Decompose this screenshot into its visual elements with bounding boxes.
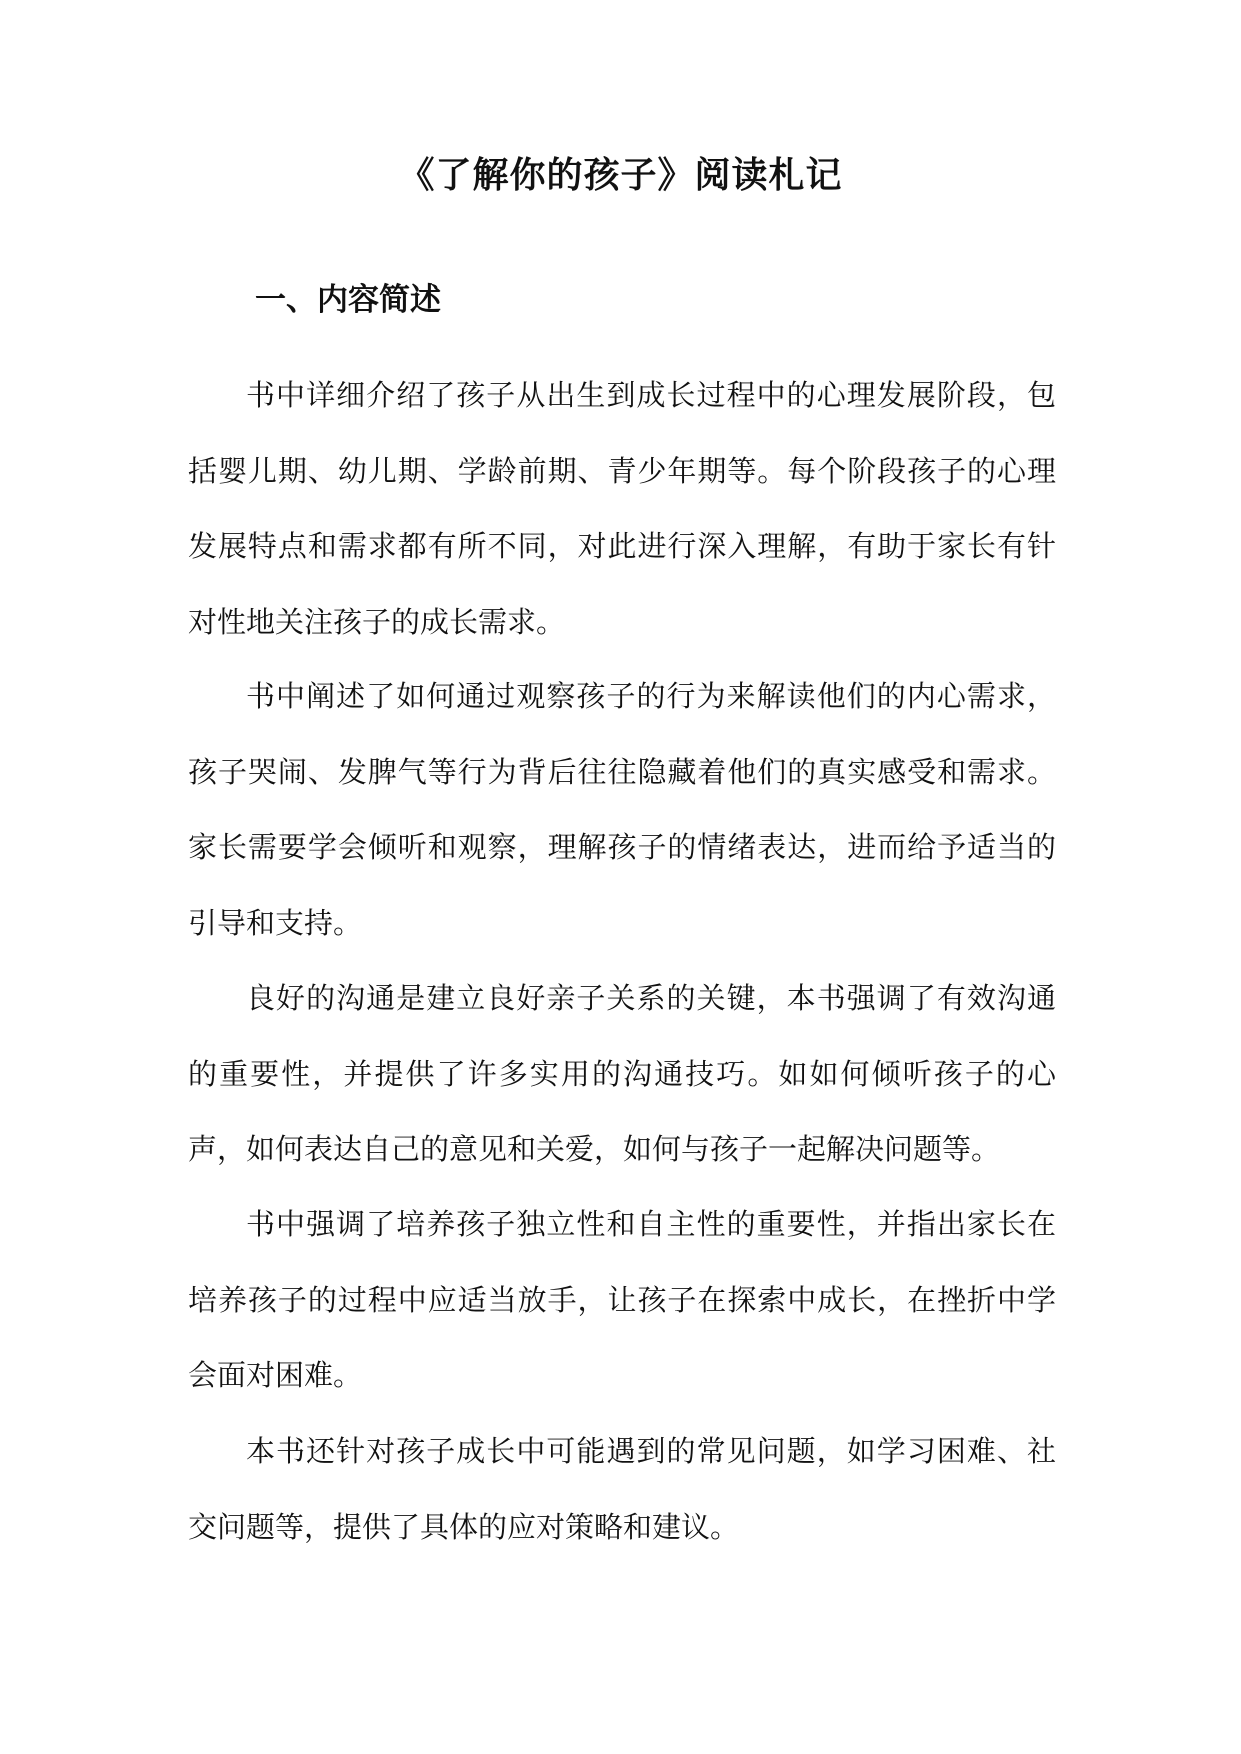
page-title: 《了解你的孩子》阅读札记 bbox=[398, 154, 843, 196]
paragraph: 书中强调了培养孩子独立性和自主性的重要性，并指出家长在培养孩子的过程中应适当放手，让孩子在探索中成长，在挫折中学会面对困难。 bbox=[188, 1207, 1056, 1392]
paragraph: 良好的沟通是建立良好亲子关系的关键，本书强调了有效沟通的重要性，并提供了许多实用的沟通技巧。如如何倾听孩子的心声，如何表达自己的意见和关爱，如何与孩子一起解决问题等。 bbox=[188, 981, 1056, 1166]
paragraph: 书中阐述了如何通过观察孩子的行为来解读他们的内心需求，孩子哭闹、发脾气等行为背后往往隐藏着他们的真实感受和需求。家长需要学会倾听和观察，理解孩子的情绪表达，进而给予适当的引导和支持。 bbox=[188, 679, 1056, 940]
paragraph: 书中详细介绍了孩子从出生到成长过程中的心理发展阶段，包括婴儿期、幼儿期、学龄前期、青少年期等。每个阶段孩子的心理发展特点和需求都有所不同，对此进行深入理解，有助于家长有针对性地关注孩子的成长需求。 bbox=[188, 378, 1056, 639]
section-heading: 一、内容简述 bbox=[255, 282, 441, 318]
paragraph: 本书还针对孩子成长中可能遇到的常见问题，如学习困难、社交问题等，提供了具体的应对策略和建议。 bbox=[188, 1434, 1056, 1544]
